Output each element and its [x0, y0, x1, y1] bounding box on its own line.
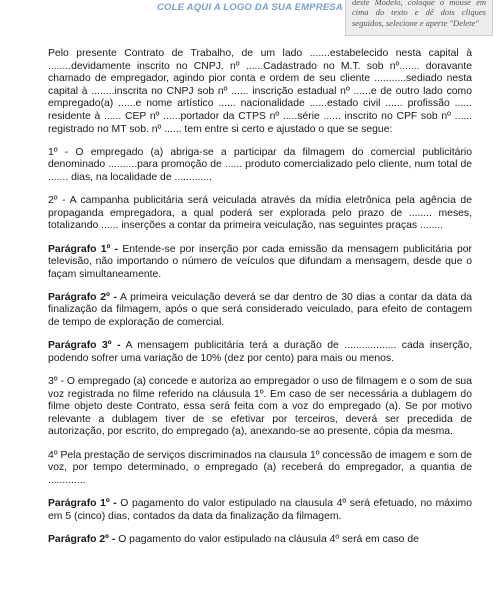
paragraph-text: O pagamento do valor estipulado na cláusula 4º será em caso de: [115, 533, 419, 545]
clause-2-paragraph-1: [48, 244, 472, 282]
paragraph-label: Parágrafo 2º -: [48, 291, 117, 303]
clause-2-paragraph-2: [48, 292, 472, 330]
clause-2-paragraph-3: [48, 340, 472, 365]
paragraph-label: Parágrafo 1º -: [48, 243, 119, 255]
paragraph-label: Parágrafo 1º -: [48, 497, 117, 509]
clause-1: 1º - O empregado (a) abriga-se a participar da filmagem do comercial publicitário denominado ..........para promoção de ...... produto comercializado pelo cliente, num total de ....... dias, na localidade de .............: [48, 146, 472, 183]
logo-placeholder: COLE AQUI A LOGO DA SUA EMPRESA: [156, 2, 343, 13]
clause-2: 2º - A campanha publicitária será veiculada através da mídia eletrônica pela agência de propaganda empregadora, a qual poderá ser explorada pelo prazo de ........ meses, totalizando ...... inserções a contar da primeira veiculação, nas seguintes praças ........: [48, 195, 472, 232]
paragraph-label: Parágrafo 2º -: [48, 533, 116, 545]
paragraph-text: A mensagem publicitária terá a duração de .................. cada inserção, podendo sofrer uma variação de 10% (dez por cento) para mais ou menos.: [48, 340, 472, 364]
clause-4-paragraph-1: [48, 498, 472, 523]
contract-document: [48, 48, 472, 557]
contract-intro: Pelo presente Contrato de Trabalho, de um lado .......estabelecido nesta capital à ........devidamente inscrito no CNPJ. nº ......Cadastrado no M.T. sob nº....... doravante chamado de empregador, agindo pior conta e ordem de seu cliente ...........sediado nesta capital à ........inscrita no CNPJ sob nº ...... inscrição estadual nº ......e de outro lado como empregado(a) ......e nome artístico ...... nacionalidade ......estado civil ...... profissão ...... residente à ...... CEP nº ......portador da CTPS nº .....série ...... inscrito no CPF sob nº ...... registrado no MT sob. nº ...... tem entre si certo e ajustado o que se segue:: [48, 48, 472, 135]
paragraph-text: Entende-se por inserção por cada emissão da mensagem publicitária por televisão, não importando o número de veículos que difundam a mensagem, desde que o façam simultaneamente.: [48, 243, 472, 280]
instruction-tip-box: deste Modelo, coloque o mouse em cima do texto e dê dois cliques seguidos, selecione e aperte "Delete": [345, 0, 493, 36]
paragraph-text: O pagamento do valor estipulado na clausula 4º será efetuado, no máximo em 5 (cinco) dias, contados da data da finalização da filmagem.: [48, 497, 472, 522]
clause-4-paragraph-2: [48, 534, 472, 547]
clause-3: 3º - O empregado (a) concede e autoriza ao empregador o uso de filmagem e o som de sua voz registrada no filme referido na cláusula 1º. Em caso de ser necessária a dublagem do filme objeto deste Contrato, essa será feita com a voz do empregado (a). Se por motivo relevante a dublagem tiver de se efetivar por terceiros, deverá ser precedida de autorização, por escrito, do empregado (a), anexando-se ao presente, cópia da mesma.: [48, 376, 472, 438]
paragraph-label: Parágrafo 3º -: [48, 340, 121, 352]
clause-4: 4º Pela prestação de serviços discriminados na clausula 1º concessão de imagem e som de voz, por tempo determinado, o empregado (a) receberá do empregador, a quantia de .............: [48, 449, 473, 486]
paragraph-text: A primeira veiculação deverá se dar dentro de 30 dias a contar da data da finalização da filmagem, após o que será considerado veiculado, para efeito de contagem de tempo de exploração de comercial.: [48, 291, 472, 329]
